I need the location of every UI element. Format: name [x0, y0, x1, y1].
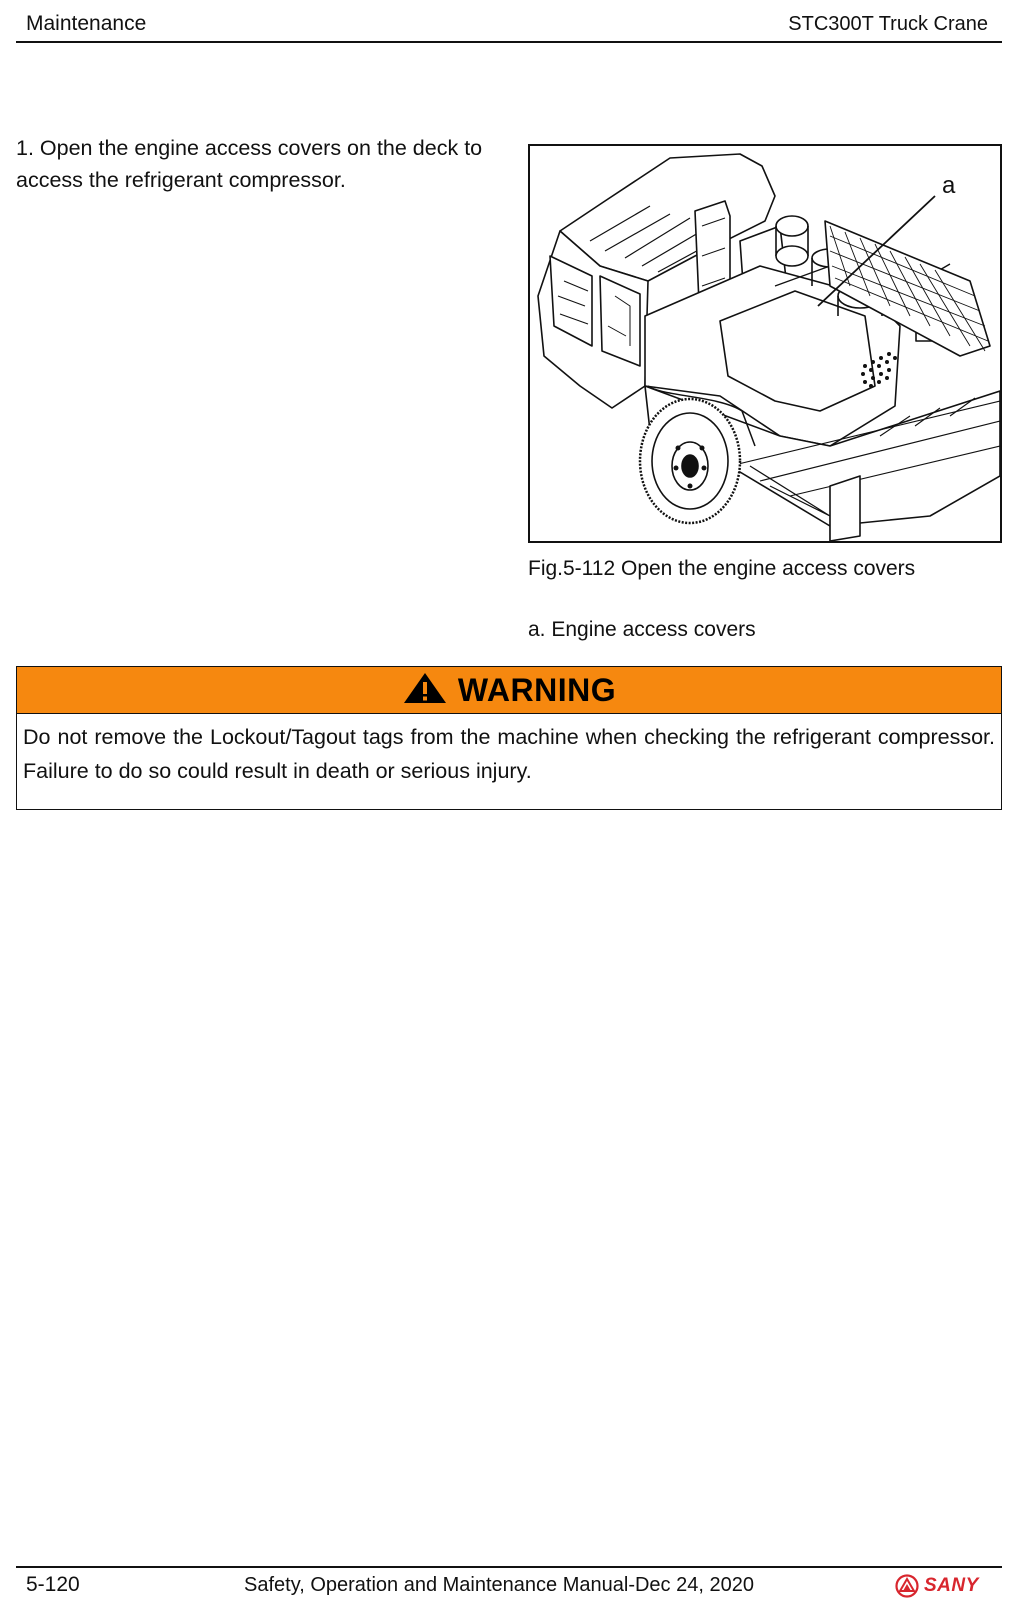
footer-divider	[16, 1566, 1002, 1568]
page-number: 5-120	[26, 1573, 80, 1596]
header-section: Maintenance	[26, 12, 147, 35]
figure-legend: a. Engine access covers	[528, 618, 756, 641]
logo-text: SANY	[924, 1575, 979, 1596]
header-product: STC300T Truck Crane	[788, 13, 988, 35]
manual-title: Safety, Operation and Maintenance Manual-Dec 24, 2020	[244, 1574, 754, 1596]
sany-logo	[894, 1574, 979, 1598]
figure-callout-a: a	[942, 172, 956, 199]
warning-box	[16, 666, 1002, 810]
header-divider	[16, 41, 1002, 43]
warning-text: Do not remove the Lockout/Tagout tags from the machine when checking the refrigerant compressor. Failure to do so could result in death or serious injury.	[23, 725, 995, 783]
figure-caption: Fig.5-112 Open the engine access covers	[528, 557, 916, 580]
step-instruction: 1. Open the engine access covers on the deck to access the refrigerant compressor.	[16, 136, 483, 192]
truck-engine-illustration	[528, 144, 1002, 543]
warning-title: WARNING	[457, 671, 617, 708]
sany-logo-icon	[894, 1574, 920, 1598]
warning-header	[17, 667, 1001, 714]
warning-triangle-icon	[402, 671, 448, 710]
